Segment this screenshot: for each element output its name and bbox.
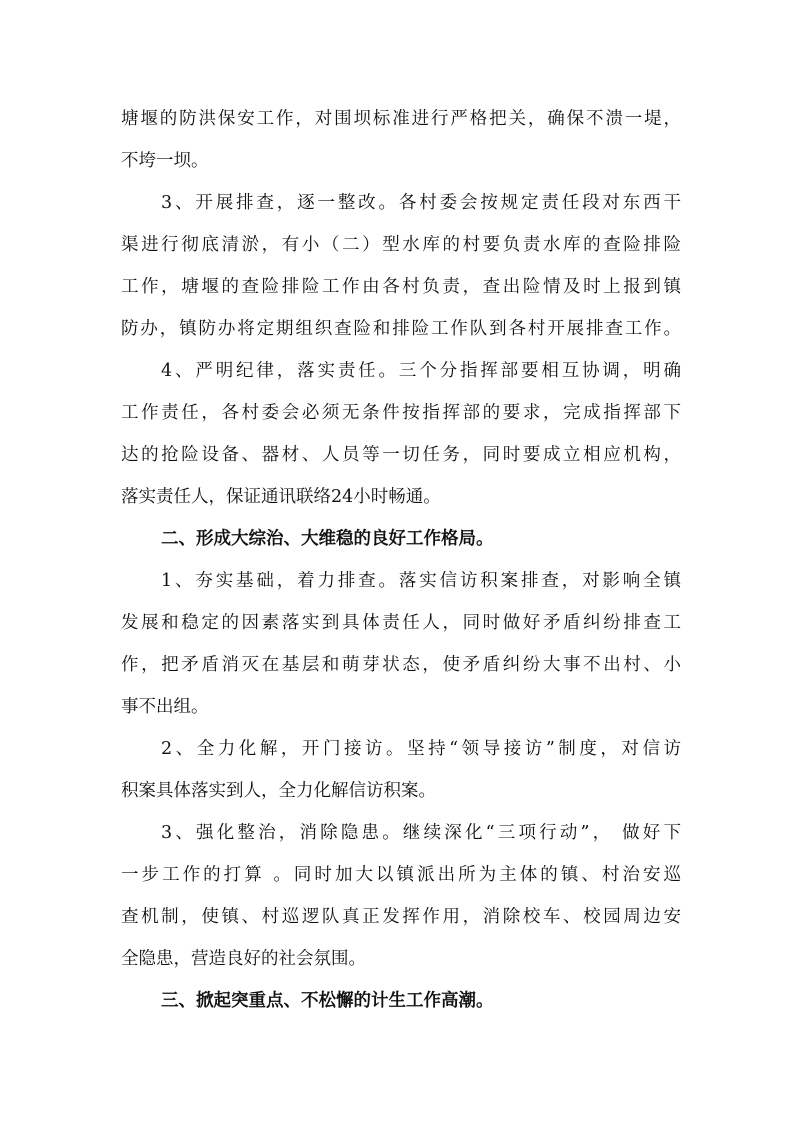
document-body — [121, 98, 681, 1022]
text-line-7: 4、严明纪律，落实责任。三个分指挥部要相互协调，明确 — [161, 361, 681, 381]
text-line-9: 达的抢险设备、器材、人员等一切任务，同时要成立相应机构， — [121, 445, 681, 465]
text-line-14: 作，把矛盾消灭在基层和萌芽状态，使矛盾纠纷大事不出村、小 — [121, 655, 681, 675]
text-line-5: 工作，塘堰的查险排险工作由各村负责，查出险情及时上报到镇 — [121, 277, 681, 297]
text-line-2: 不垮一坝。 — [121, 151, 209, 171]
text-line-3: 3、开展排查，逐一整改。各村委会按规定责任段对东西干 — [161, 193, 681, 213]
section-heading-3: 三、掀起突重点、不松懈的计生工作高潮。 — [161, 991, 494, 1011]
text-line-8: 工作责任，各村委会必须无条件按指挥部的要求，完成指挥部下 — [121, 403, 681, 423]
text-line-6: 防办，镇防办将定期组织查险和排险工作队到各村开展排查工作。 — [121, 319, 681, 339]
text-line-15: 事不出组。 — [121, 697, 209, 717]
text-line-4: 渠进行彻底清淤，有小（二）型水库的村要负责水库的查险排险 — [121, 235, 681, 255]
text-line-12: 1、夯实基础，着力排查。落实信访积案排查，对影响全镇 — [161, 571, 681, 591]
text-line-18: 3、强化整治，消除隐患。继续深化“三项行动”， 做好下 — [161, 823, 681, 843]
text-line-19: 一步工作的打算 。同时加大以镇派出所为主体的镇、村治安巡 — [121, 865, 681, 885]
text-line-13: 发展和稳定的因素落实到具体责任人，同时做好矛盾纠纷排查工 — [121, 613, 681, 633]
text-line-16: 2、全力化解，开门接访。坚持“领导接访”制度，对信访 — [161, 739, 681, 759]
text-line-10: 落实责任人，保证通讯联络24小时畅通。 — [121, 487, 441, 507]
text-line-17: 积案具体落实到人，全力化解信访积案。 — [121, 781, 436, 801]
text-line-1: 塘堰的防洪保安工作，对围坝标准进行严格把关，确保不溃一堤， — [121, 109, 681, 129]
text-line-21: 全隐患，营造良好的社会氛围。 — [121, 949, 366, 969]
text-line-20: 查机制，使镇、村巡逻队真正发挥作用，消除校车、校园周边安 — [121, 907, 681, 927]
section-heading-2: 二、形成大综治、大维稳的良好工作格局。 — [161, 529, 494, 549]
